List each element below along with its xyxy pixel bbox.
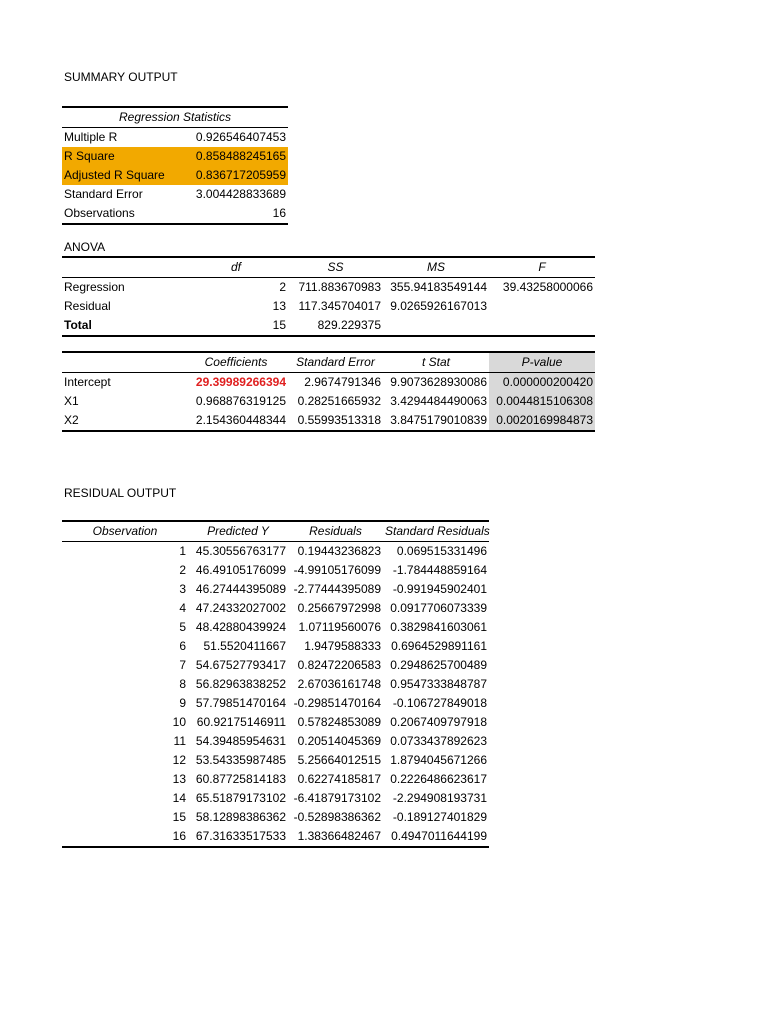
coefficient-cell: 29.39989266394 <box>195 375 286 389</box>
residual-cell: 1.9479588333 <box>304 639 381 653</box>
residual-cell: 0.20514045369 <box>297 734 381 748</box>
column-header: Residuals <box>288 521 383 542</box>
table-row <box>62 789 489 808</box>
residual-output-title: RESIDUAL OUTPUT <box>64 486 177 500</box>
standard-residual-cell: 0.069515331496 <box>396 544 487 558</box>
predicted-y-cell: 65.51879173102 <box>195 791 286 805</box>
table-row <box>62 599 489 618</box>
stat-label: R Square <box>62 147 184 166</box>
predicted-y-cell: 46.27444395089 <box>195 582 286 596</box>
row-label: Intercept <box>64 375 111 389</box>
table-row <box>62 316 595 336</box>
row-label: Residual <box>64 299 111 313</box>
residual-cell: 0.82472206583 <box>297 658 381 672</box>
table-row <box>62 637 489 656</box>
predicted-y-cell: 54.39485954631 <box>195 734 286 748</box>
column-header: Observation <box>62 521 188 542</box>
standard-residual-cell: -2.294908193731 <box>392 791 487 805</box>
stat-value: 16 <box>184 204 288 224</box>
se-cell: 0.28251665932 <box>297 394 381 408</box>
regression-statistics-header: Regression Statistics <box>62 107 288 128</box>
standard-residual-cell: 0.6964529891161 <box>391 639 487 653</box>
residual-cell: 2.67036161748 <box>297 677 381 691</box>
table-row <box>62 808 489 827</box>
ms-cell <box>383 316 489 336</box>
table-header-row <box>62 521 489 542</box>
predicted-y-cell: 54.67527793417 <box>195 658 286 672</box>
standard-residual-cell: 0.0733437892623 <box>390 734 487 748</box>
column-header: Standard Residuals <box>383 521 489 542</box>
standard-residual-cell: 0.2067409797918 <box>390 715 487 729</box>
residual-output-table <box>62 520 489 848</box>
table-row <box>62 278 595 298</box>
t-stat-cell: 9.9073628930086 <box>390 375 487 389</box>
table-row <box>62 392 595 411</box>
residual-cell: 1.07119560076 <box>298 620 381 634</box>
column-header: t Stat <box>383 352 489 373</box>
table-row <box>62 542 489 562</box>
observation-cell: 2 <box>179 563 186 577</box>
ms-cell: 9.0265926167013 <box>390 299 487 313</box>
observation-cell: 13 <box>172 772 186 786</box>
row-label: X2 <box>62 411 184 431</box>
residual-cell: -0.52898386362 <box>293 810 381 824</box>
observation-cell: 7 <box>179 658 186 672</box>
standard-residual-cell: 0.0917706073339 <box>390 601 487 615</box>
table-row <box>62 411 595 431</box>
observation-cell: 8 <box>179 677 186 691</box>
predicted-y-cell: 45.30556763177 <box>195 544 286 558</box>
observation-cell: 6 <box>179 639 186 653</box>
summary-output-title: SUMMARY OUTPUT <box>64 70 178 84</box>
residual-cell: 0.57824853089 <box>297 715 381 729</box>
table-header-row <box>62 352 595 373</box>
df-cell: 15 <box>184 316 288 336</box>
residual-cell: -6.41879173102 <box>293 791 381 805</box>
stat-label: Multiple R <box>64 130 118 144</box>
standard-residual-cell: -1.784448859164 <box>392 563 487 577</box>
observation-cell: 12 <box>172 753 186 767</box>
predicted-y-cell: 46.49105176099 <box>195 563 286 577</box>
observation-cell: 14 <box>172 791 186 805</box>
observation-cell: 5 <box>179 620 186 634</box>
table-row <box>62 751 489 770</box>
predicted-y-cell: 51.5520411667 <box>203 639 286 653</box>
table-row <box>62 297 595 316</box>
regression-statistics-table <box>62 106 288 225</box>
standard-residual-cell: 0.9547333848787 <box>390 677 487 691</box>
table-row <box>62 732 489 751</box>
row-label: Regression <box>64 280 125 294</box>
column-header: Predicted Y <box>188 521 288 542</box>
table-row <box>62 770 489 789</box>
coefficients-table <box>62 351 595 432</box>
column-header: SS <box>288 257 383 278</box>
table-row <box>62 373 595 393</box>
predicted-y-cell: 58.12898386362 <box>195 810 286 824</box>
column-header: F <box>489 257 595 278</box>
stat-label: Standard Error <box>64 187 143 201</box>
df-cell: 13 <box>272 299 286 313</box>
residual-cell: 0.25667972998 <box>297 601 381 615</box>
table-row <box>62 694 489 713</box>
predicted-y-cell: 47.24332027002 <box>195 601 286 615</box>
stat-label: Observations <box>62 204 184 224</box>
predicted-y-cell: 60.92175146911 <box>196 715 286 729</box>
residual-cell: 0.62274185817 <box>297 772 381 786</box>
table-row <box>62 561 489 580</box>
observation-cell: 15 <box>172 810 186 824</box>
standard-residual-cell: -0.106727849018 <box>392 696 487 710</box>
column-header: MS <box>383 257 489 278</box>
predicted-y-cell: 60.87725814183 <box>195 772 286 786</box>
column-header: Coefficients <box>184 352 288 373</box>
table-row <box>62 675 489 694</box>
ss-cell: 117.345704017 <box>298 299 381 313</box>
table-row <box>62 185 288 204</box>
row-label: X1 <box>64 394 79 408</box>
stat-value: 0.926546407453 <box>195 130 287 144</box>
stat-value: 3.004428833689 <box>195 187 287 201</box>
predicted-y-cell: 53.54335987485 <box>195 753 286 767</box>
observation-cell: 1 <box>179 544 186 558</box>
residual-cell: 0.19443236823 <box>297 544 381 558</box>
predicted-y-cell: 48.42880439924 <box>195 620 286 634</box>
f-cell <box>489 297 595 316</box>
table-row <box>62 204 288 224</box>
p-value-cell: 0.000000200420 <box>489 373 595 393</box>
anova-title: ANOVA <box>64 240 106 254</box>
residual-cell: -4.99105176099 <box>293 563 381 577</box>
p-value-cell: 0.0020169984873 <box>489 411 595 431</box>
standard-residual-cell: 0.3829841603061 <box>390 620 487 634</box>
column-header: P-value <box>489 352 595 373</box>
observation-cell: 16 <box>62 827 188 847</box>
ms-cell: 355.94183549144 <box>390 280 487 294</box>
table-row <box>62 713 489 732</box>
table-row <box>62 656 489 675</box>
predicted-y-cell: 56.82963838252 <box>195 677 286 691</box>
stat-value: 0.836717205959 <box>184 166 288 185</box>
standard-residual-cell: -0.189127401829 <box>392 810 487 824</box>
ss-cell: 711.883670983 <box>298 280 381 294</box>
observation-cell: 4 <box>179 601 186 615</box>
anova-table <box>62 256 595 337</box>
p-value-cell: 0.0044815106308 <box>489 392 595 411</box>
residual-cell: -0.29851470164 <box>293 696 381 710</box>
observation-cell: 9 <box>179 696 186 710</box>
residual-cell: 1.38366482467 <box>288 827 383 847</box>
table-row <box>62 147 288 166</box>
coefficient-cell: 0.968876319125 <box>195 394 286 408</box>
predicted-y-cell: 57.79851470164 <box>195 696 286 710</box>
standard-residual-cell: 0.2226486623617 <box>390 772 487 786</box>
row-label: Total <box>62 316 184 336</box>
observation-cell: 10 <box>172 715 186 729</box>
se-cell: 2.9674791346 <box>304 375 381 389</box>
column-header <box>62 352 184 373</box>
standard-residual-cell: 0.4947011644199 <box>383 827 489 847</box>
stat-label: Adjusted R Square <box>62 166 184 185</box>
column-header: df <box>184 257 288 278</box>
table-row <box>62 580 489 599</box>
f-cell <box>489 316 595 336</box>
column-header: Standard Error <box>288 352 383 373</box>
t-stat-cell: 3.4294484490063 <box>390 394 487 408</box>
table-header-row <box>62 107 288 128</box>
df-cell: 2 <box>279 280 286 294</box>
standard-residual-cell: 0.2948625700489 <box>390 658 487 672</box>
table-row <box>62 827 489 847</box>
residual-rows <box>62 542 489 848</box>
standard-residual-cell: 1.8794045671266 <box>390 753 487 767</box>
table-row <box>62 618 489 637</box>
table-row <box>62 166 288 185</box>
se-cell: 0.55993513318 <box>288 411 383 431</box>
standard-residual-cell: -0.991945902401 <box>392 582 487 596</box>
f-cell: 39.43258000066 <box>502 280 593 294</box>
table-header-row <box>62 257 595 278</box>
observation-cell: 11 <box>173 734 186 748</box>
predicted-y-cell: 67.31633517533 <box>188 827 288 847</box>
table-row <box>62 128 288 148</box>
coefficient-cell: 2.154360448344 <box>184 411 288 431</box>
ss-cell: 829.229375 <box>288 316 383 336</box>
residual-cell: 5.25664012515 <box>297 753 381 767</box>
observation-cell: 3 <box>179 582 186 596</box>
stat-value: 0.858488245165 <box>184 147 288 166</box>
t-stat-cell: 3.8475179010839 <box>383 411 489 431</box>
column-header <box>62 257 184 278</box>
residual-cell: -2.77444395089 <box>293 582 381 596</box>
